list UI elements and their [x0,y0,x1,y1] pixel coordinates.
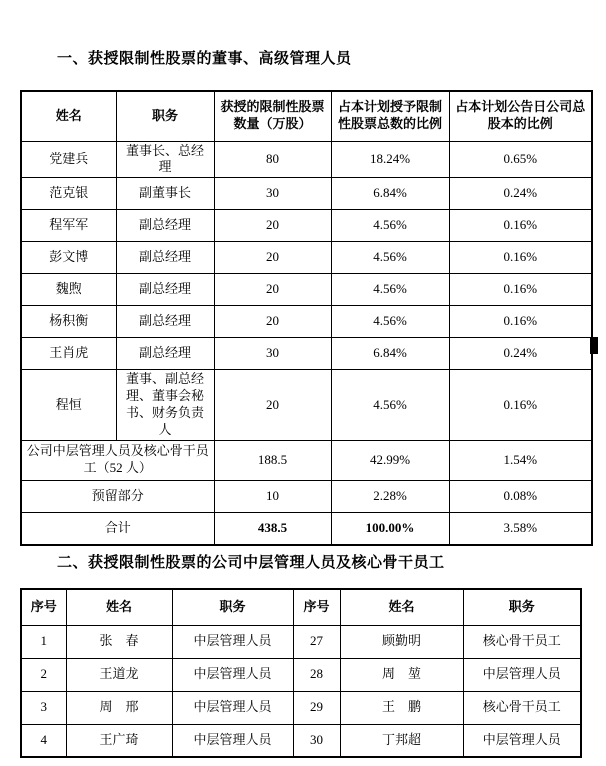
index-cell: 30 [293,724,340,757]
index-cell: 28 [293,658,340,691]
index-cell: 27 [293,625,340,658]
header-name-left: 姓名 [66,589,172,625]
section2-heading: 二、获授限制性股票的公司中层管理人员及核心骨干员工 [57,555,445,571]
name-cell: 程军军 [21,210,116,242]
index-cell: 3 [21,691,66,724]
shares-cell: 80 [214,141,331,178]
table-row [21,141,592,178]
name-cell: 王道龙 [66,658,172,691]
index-cell: 4 [21,724,66,757]
table-row [21,274,592,306]
table-row [21,625,581,658]
table-row [21,724,581,757]
index-cell: 29 [293,691,340,724]
total-pct-plan-cell: 100.00% [331,512,449,545]
position-cell: 中层管理人员 [172,691,293,724]
table-row [21,658,581,691]
pct-capital-cell: 0.08% [449,480,592,512]
header-position-right: 职务 [463,589,581,625]
index-cell: 2 [21,658,66,691]
position-cell: 中层管理人员 [463,658,581,691]
table-row [21,370,592,441]
pct-plan-cell: 2.28% [331,480,449,512]
name-cell: 范克银 [21,178,116,210]
pct-plan-cell: 4.56% [331,210,449,242]
pct-capital-cell: 0.16% [449,242,592,274]
pct-capital-cell: 0.16% [449,370,592,441]
group-label-cell: 预留部分 [21,480,214,512]
pct-plan-cell: 6.84% [331,178,449,210]
table-row [21,306,592,338]
table-row-middle-managers-group [21,440,592,480]
header-shares: 获授的限制性股票数量（万股） [214,91,331,141]
name-cell: 杨积衡 [21,306,116,338]
position-cell: 副总经理 [116,306,214,338]
position-cell: 副总经理 [116,274,214,306]
shares-cell: 188.5 [214,440,331,480]
name-cell: 顾勤明 [340,625,463,658]
name-cell: 周 堃 [340,658,463,691]
shares-cell: 20 [214,210,331,242]
position-cell: 董事、副总经理、董事会秘书、财务负责人 [116,370,214,441]
pct-capital-cell: 0.16% [449,306,592,338]
header-pct-of-capital: 占本计划公告日公司总股本的比例 [449,91,592,141]
total-pct-capital-cell: 3.58% [449,512,592,545]
shares-cell: 20 [214,306,331,338]
header-index-left: 序号 [21,589,66,625]
shares-cell: 20 [214,242,331,274]
name-cell: 张 春 [66,625,172,658]
shares-cell: 30 [214,178,331,210]
position-cell: 核心骨干员工 [463,691,581,724]
name-cell: 彭文博 [21,242,116,274]
total-shares-cell: 438.5 [214,512,331,545]
table-row [21,178,592,210]
header-position-left: 职务 [172,589,293,625]
pct-capital-cell: 0.24% [449,338,592,370]
header-position: 职务 [116,91,214,141]
table-row [21,210,592,242]
table-row [21,691,581,724]
pct-capital-cell: 0.65% [449,141,592,178]
name-cell: 王广琦 [66,724,172,757]
pct-plan-cell: 4.56% [331,370,449,441]
pct-capital-cell: 1.54% [449,440,592,480]
pct-plan-cell: 6.84% [331,338,449,370]
employees-roster-table [20,588,582,758]
table-header-row [21,589,581,625]
position-cell: 副总经理 [116,338,214,370]
pct-capital-cell: 0.24% [449,178,592,210]
name-cell: 魏煦 [21,274,116,306]
table-row-total [21,512,592,545]
table-row [21,242,592,274]
shares-cell: 20 [214,370,331,441]
pct-plan-cell: 18.24% [331,141,449,178]
pct-capital-cell: 0.16% [449,210,592,242]
shares-cell: 30 [214,338,331,370]
name-cell: 党建兵 [21,141,116,178]
position-cell: 副总经理 [116,242,214,274]
table-row [21,338,592,370]
name-cell: 丁邦超 [340,724,463,757]
pct-plan-cell: 4.56% [331,274,449,306]
position-cell: 副总经理 [116,210,214,242]
header-name-right: 姓名 [340,589,463,625]
index-cell: 1 [21,625,66,658]
position-cell: 副董事长 [116,178,214,210]
total-label-cell: 合计 [21,512,214,545]
shares-cell: 10 [214,480,331,512]
shares-cell: 20 [214,274,331,306]
header-index-right: 序号 [293,589,340,625]
position-cell: 中层管理人员 [172,724,293,757]
position-cell: 中层管理人员 [172,658,293,691]
table-header-row [21,91,592,141]
pct-capital-cell: 0.16% [449,274,592,306]
position-cell: 核心骨干员工 [463,625,581,658]
group-label-cell: 公司中层管理人员及核心骨干员工（52 人） [21,440,214,480]
pct-plan-cell: 42.99% [331,440,449,480]
header-name: 姓名 [21,91,116,141]
name-cell: 王肖虎 [21,338,116,370]
section1-heading: 一、获授限制性股票的董事、高级管理人员 [57,51,352,67]
position-cell: 董事长、总经理 [116,141,214,178]
scan-artifact-mark [590,337,598,354]
header-pct-of-plan: 占本计划授予限制性股票总数的比例 [331,91,449,141]
name-cell: 王 鹏 [340,691,463,724]
name-cell: 周 邢 [66,691,172,724]
pct-plan-cell: 4.56% [331,242,449,274]
pct-plan-cell: 4.56% [331,306,449,338]
name-cell: 程恒 [21,370,116,441]
table-row-reserved [21,480,592,512]
executives-grant-table [20,90,593,546]
position-cell: 中层管理人员 [463,724,581,757]
position-cell: 中层管理人员 [172,625,293,658]
